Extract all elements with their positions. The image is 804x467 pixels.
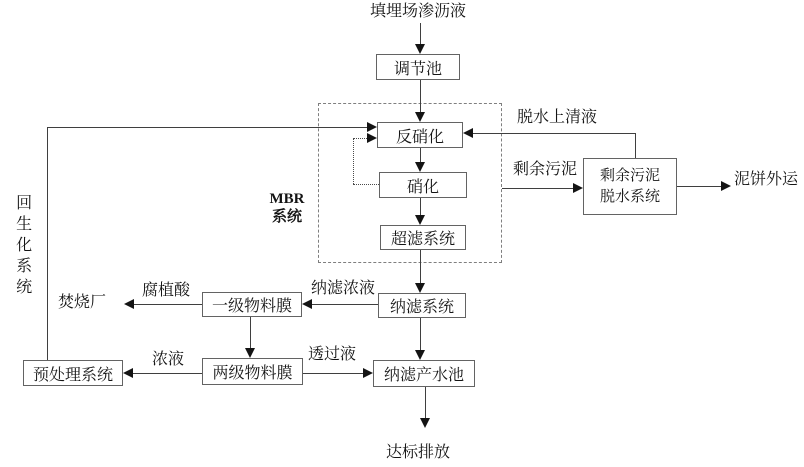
node-ultrafiltration [380,225,466,250]
line-supernatant-horizontal [473,133,635,134]
line-nf-concentrate [312,304,378,305]
node-denitrification [377,122,463,148]
line-concentrate [133,373,202,374]
node-stage1-membrane-label: 一级物料膜 [211,298,292,315]
terminal-discharge: 达标排放 [386,444,451,461]
arrow-into-denitrification-top [415,112,425,122]
node-stage1-membrane [202,292,302,317]
arrow-into-pretreatment [123,368,133,378]
recycle-dotted-vertical [353,138,354,184]
line-permeate [303,373,363,374]
mbr-group-label [262,190,312,226]
arrow-into-sludge-dewatering [573,183,583,193]
line-product-tank-to-discharge [425,387,426,420]
line-mud-cake [677,186,721,187]
flow-label-excess-sludge: 剩余污泥 [513,161,578,178]
node-sludge-dewatering-label-line2: 脱水系统 [599,188,660,205]
node-regulating-tank-label: 调节池 [393,60,442,78]
arrow-into-nanofiltration [415,283,425,293]
arrow-into-ultrafiltration [415,215,425,225]
node-nf-product-tank [373,360,475,387]
node-stage2-membrane [202,358,303,385]
arrow-recycle-into-denitrification [367,133,377,143]
arrow-return-into-denitrification [367,122,377,132]
source-label: 填埋场渗沥液 [370,3,467,20]
line-regulating-to-denitrification [420,80,421,114]
flow-label-concentrate: 浓液 [152,351,185,368]
arrow-to-incineration [124,299,134,309]
arrow-into-product-tank-top [415,350,425,360]
line-humic-acid [134,304,202,305]
recycle-dotted-bottom [353,184,379,185]
arrow-to-mud-cake [721,181,731,191]
mbr-group-label-line2: 系统 [271,209,302,225]
node-nitrification [379,172,467,198]
node-nf-product-tank-label: 纳滤产水池 [383,367,464,384]
terminal-incineration-plant: 焚烧厂 [58,294,107,311]
recycle-dotted-top [353,138,367,139]
line-supernatant-vertical [635,133,636,158]
node-regulating-tank [376,54,460,80]
node-pretreatment [23,360,123,386]
arrow-into-nitrification [415,162,425,172]
arrow-into-stage1-membrane [302,299,312,309]
arrow-to-discharge [420,418,430,428]
line-nanofiltration-to-product-tank [420,318,421,352]
arrow-supernatant-into-denitrification [463,128,473,138]
node-stage2-membrane-label: 两级物料膜 [212,365,293,382]
line-source-to-regulating [420,23,421,46]
flow-label-nf-concentrate: 纳滤浓液 [311,280,376,297]
arrow-into-product-tank-left [363,368,373,378]
flow-label-permeate: 透过液 [308,346,357,363]
terminal-mud-cake-out: 泥饼外运 [734,171,799,188]
node-nitrification-label: 硝化 [406,178,439,196]
flow-label-dewatering-supernatant: 脱水上清液 [517,109,598,126]
arrow-into-regulating [415,44,425,54]
line-excess-sludge [502,188,573,189]
terminal-return-to-biochemical: 回生化系统 [13,194,31,299]
node-sludge-dewatering [583,158,677,215]
node-sludge-dewatering-label-line1: 剩余污泥 [599,167,660,184]
node-pretreatment-label: 预处理系统 [32,366,113,384]
line-ultrafiltration-to-nanofiltration [420,250,421,285]
line-stage1-to-stage2 [250,317,251,350]
line-return-horizontal [47,127,367,128]
line-return-vertical [47,127,48,360]
node-ultrafiltration-label: 超滤系统 [390,231,455,248]
node-denitrification-label: 反硝化 [395,128,444,146]
node-nanofiltration [378,293,466,318]
mbr-group-label-line1: MBR [269,191,305,207]
node-nanofiltration-label: 纳滤系统 [389,299,454,316]
flow-label-humic-acid: 腐植酸 [142,282,191,299]
arrow-into-stage2-membrane [245,348,255,358]
